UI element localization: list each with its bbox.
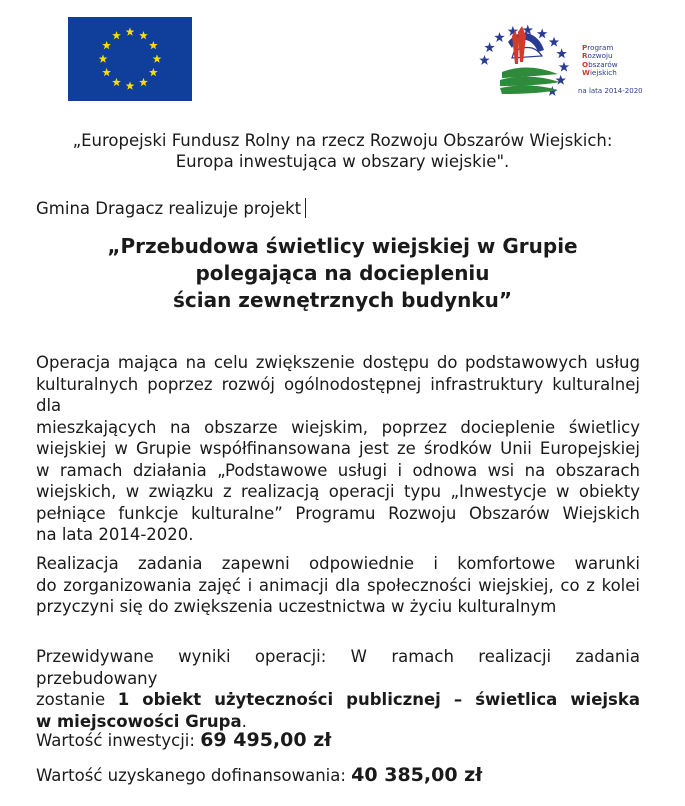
- project-title: [0, 233, 685, 314]
- investment-value-row: [36, 729, 331, 751]
- description-paragraph: [36, 352, 640, 546]
- paragraph-line: w ramach działania „Podstawowe usługi i odnowa wsi na obszarach: [36, 460, 640, 480]
- investment-amount: 69 495,00 zł: [200, 729, 332, 751]
- prow-star: [479, 55, 489, 65]
- paragraph-line: wiejskich, w związku z realizacją operacji typu „Inwestycje w obiekty: [36, 482, 640, 501]
- paragraph-line: kulturalnych poprzez rozwój ogólnodostępnej infrastruktury kulturalnej dla: [36, 374, 640, 415]
- paragraph-line: Operacja mająca na celu zwiększenie dostępu do podstawowych usług: [36, 353, 640, 372]
- results-bold: 1 obiekt użyteczności publicznej – świetlica wiejska: [117, 690, 640, 709]
- paragraph-line: Przewidywane wyniki operacji: W ramach realizacji zadania przebudowany: [36, 647, 640, 688]
- prow-star: [555, 75, 565, 85]
- prow-star: [559, 62, 569, 72]
- motto-line-1: „Europejski Fundusz Rolny na rzecz Rozwoju Obszarów Wiejskich:: [72, 131, 613, 150]
- text-cursor: [305, 198, 306, 218]
- paragraph-line: pełniące funkcje kulturalne” Programu Rozwoju Obszarów Wiejskich: [36, 503, 640, 523]
- paragraph-line: do zorganizowania zajęć i animacji dla społeczności wiejskiej, co z kolei: [36, 575, 640, 595]
- prow-star: [549, 37, 559, 47]
- title-line-1: „Przebudowa świetlicy wiejskiej w Grupie: [107, 234, 578, 258]
- prow-line: Program: [582, 43, 614, 52]
- title-line-3: ścian zewnętrznych budynku”: [172, 288, 513, 312]
- paragraph-line: mieszkających na obszarze wiejskim, poprzez docieplenie świetlicy: [36, 417, 640, 437]
- paragraph-line: Realizacja zadania zapewni odpowiednie i komfortowe warunki: [36, 554, 640, 573]
- prow-star: [494, 32, 504, 42]
- prow-line: Obszarów: [582, 59, 618, 69]
- goals-paragraph: [36, 553, 640, 618]
- intro-label: Gmina Dragacz realizuje projekt: [36, 199, 302, 218]
- eu-stars-icon: [68, 17, 192, 101]
- investment-label: Wartość inwestycji:: [36, 731, 195, 750]
- eu-flag-logo: [68, 17, 192, 101]
- funding-value-row: [36, 764, 482, 786]
- prow-star: [537, 28, 547, 38]
- results-suffix: .: [241, 711, 247, 731]
- prow-star: [556, 48, 566, 58]
- paragraph-line: przyczyni się do zwiększenia uczestnictwa w życiu kulturalnym: [36, 597, 557, 616]
- results-location: w miejscowości Grupa: [36, 711, 242, 731]
- funding-amount: 40 385,00 zł: [351, 764, 483, 786]
- motto: [0, 130, 685, 172]
- results-prefix: zostanie: [36, 690, 106, 709]
- title-line-2: polegająca na dociepleniu: [195, 261, 490, 285]
- motto-line-2: Europa inwestująca w obszary wiejskie".: [175, 152, 510, 171]
- funding-label: Wartość uzyskanego dofinansowania:: [36, 766, 346, 785]
- prow-name: [582, 44, 618, 77]
- intro-text: [36, 198, 306, 219]
- paragraph-line: wiejskiej w Grupie współfinansowana jest ze środków Unii Europejskiej: [36, 439, 640, 458]
- paragraph-line: na lata 2014-2020.: [36, 525, 194, 544]
- paragraph-line: [36, 689, 640, 711]
- results-paragraph: [36, 646, 640, 732]
- prow-line: Rozwoju: [582, 51, 613, 61]
- prow-line: Wiejskich: [582, 67, 617, 77]
- prow-years: na lata 2014-2020: [578, 87, 643, 95]
- prow-star: [484, 42, 494, 52]
